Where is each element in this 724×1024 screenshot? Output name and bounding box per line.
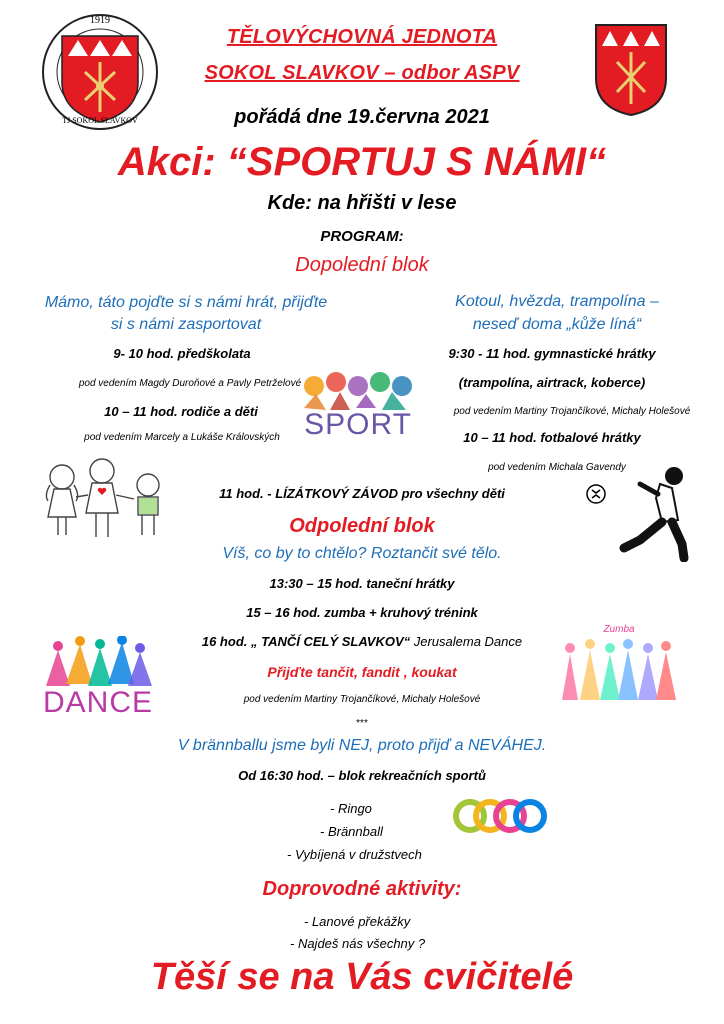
afternoon-item2: 15 – 16 hod. zumba + kruhový trénink: [246, 605, 478, 620]
morning-right-slogan-1: Kotoul, hvězda, trampolína –: [455, 293, 659, 310]
morning-left-item2: 10 – 11 hod. rodiče a děti: [104, 404, 258, 419]
extra-title: Doprovodné aktivity:: [262, 878, 462, 900]
event-location: Kde: na hřišti v lese: [267, 192, 457, 214]
morning-left-slogan-1: Mámo, táto pojďte si s námi hrát, přijďte: [44, 294, 328, 311]
event-date: pořádá dne 19.června 2021: [234, 106, 490, 128]
org-name-line1: TĚLOVÝCHOVNÁ JEDNOTA: [226, 26, 498, 48]
morning-right-item1-detail: (trampolína, airtrack, koberce): [458, 375, 646, 390]
zumba-logo-text: Zumba: [603, 624, 635, 635]
logo-year: 1919: [90, 15, 110, 26]
morning-right-item2: 10 – 11 hod. fotbalové hrátky: [463, 430, 641, 445]
morning-right-item1-lead: pod vedením Martiny Trojančíkové, Michaly Holešové: [453, 406, 691, 417]
morning-left-item1-lead: pod vedením Magdy Duroňové a Pavly Petrželové: [78, 378, 302, 389]
morning-block-title: Dopolední blok: [295, 254, 429, 276]
sports-title: Od 16:30 hod. – blok rekreačních sportů: [238, 768, 486, 783]
afternoon-block-title: Odpolední blok: [289, 515, 435, 537]
sports-slogan: V brännballu jsme byli NEJ, proto přijď a NEVÁHEJ.: [177, 737, 547, 754]
org-name-line2: SOKOL SLAVKOV – odbor ASPV: [204, 62, 520, 84]
morning-right-item1: 9:30 - 11 hod. gymnastické hrátky: [448, 346, 656, 361]
program-label: PROGRAM:: [320, 228, 404, 245]
dance-logo: [36, 636, 160, 722]
sports-item-2: - Brännball: [320, 824, 383, 839]
afternoon-item3-bold: 16 hod. „ TANČÍ CELÝ SLAVKOV“: [201, 634, 411, 649]
closing-line: Těší se na Vás cvičitelé: [150, 956, 574, 998]
sport-logo: [296, 368, 420, 444]
extra-item-1: - Lanové překážky: [304, 914, 411, 929]
dance-logo-text: DANCE: [42, 686, 153, 719]
afternoon-item3-rest: Jerusalema Dance: [410, 634, 523, 649]
afternoon-item1: 13:30 – 15 hod. taneční hrátky: [269, 576, 455, 591]
morning-right-item2-lead: pod vedením Michala Gavendy: [488, 462, 626, 473]
separator: ***: [356, 718, 368, 729]
sports-item-1: - Ringo: [330, 801, 372, 816]
morning-right-slogan-2: neseď doma „kůže líná“: [472, 316, 642, 333]
afternoon-slogan: Víš, co by to chtělo? Roztančit své tělo.: [222, 545, 502, 562]
ringo-rings: [452, 796, 548, 836]
lollipop-race: 11 hod. - LÍZÁTKOVÝ ZÁVOD pro všechny děti: [219, 486, 505, 501]
sport-logo-text: SPORT: [304, 408, 412, 441]
sports-item-3: - Vybíjená v družstvech: [287, 847, 422, 862]
morning-left-slogan-2: si s námi zasportovat: [110, 316, 262, 333]
event-title: Akci: “SPORTUJ S NÁMI“: [117, 140, 607, 184]
afternoon-invite: Přijďte tančit, fandit , koukat: [267, 664, 457, 680]
afternoon-lead: pod vedením Martiny Trojančíkové, Michaly Holešové: [243, 694, 481, 705]
extra-item-2: - Najdeš nás všechny ?: [290, 936, 426, 951]
logo-text: TJ SOKOL SLAVKOV: [62, 116, 138, 125]
morning-left-item1: 9- 10 hod. předškolata: [113, 346, 251, 361]
morning-left-item2-lead: pod vedením Marcely a Lukáše Královských: [84, 432, 280, 443]
zumba-image: [556, 624, 682, 704]
